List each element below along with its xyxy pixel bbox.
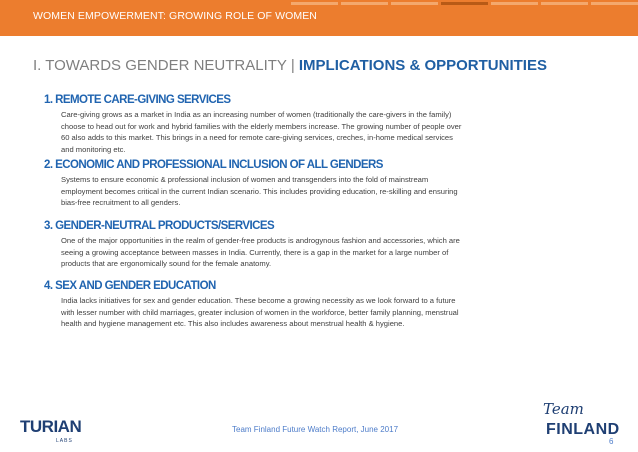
page-title-part1: I. TOWARDS GENDER NEUTRALITY | <box>33 57 299 74</box>
finland-logo-script: Team <box>543 400 584 418</box>
section-body: Systems to ensure economic & professional inclusion of women and transgenders into the fold of mainstream employment becomes critical in the current Indian scenario. This includes providing education, re-skilling and ensuring bias-free recruitment to all genders. <box>61 175 458 208</box>
section-body: India lacks initiatives for sex and gender education. These become a growing necessity as we look forward to a future with lesser number with child marriages, greater inclusion of women in the workforce, better family planning, menstrual health and hygiene management etc. This also includes awareness about menstrual health & hygiene. <box>61 296 459 329</box>
page-title-part2: IMPLICATIONS & OPPORTUNITIES <box>298 57 547 74</box>
section-title: 4. SEX AND GENDER EDUCATION <box>44 280 216 292</box>
turian-logo-text: TURIAN <box>20 417 82 436</box>
progress-segment-active <box>441 2 488 5</box>
progress-segment <box>341 2 388 5</box>
header-title: WOMEN EMPOWERMENT: GROWING ROLE OF WOMEN <box>33 10 317 22</box>
section-gender-neutral-products <box>44 219 464 270</box>
progress-segment <box>541 2 588 5</box>
section-body: Care-giving grows as a market in India as an increasing number of women (traditionally the care-givers in the family) choose to head out for work and hybrid families with the elderly members increase. The growing number of people over 60 also adds to this market. This brings in a need for remote care-giving services, creches, in-home medical services and monitoring etc. <box>61 110 462 154</box>
section-sex-education <box>44 279 464 330</box>
footer-text: Team Finland Future Watch Report, June 2017 <box>232 425 399 434</box>
section-progress <box>291 2 638 5</box>
header-bar <box>0 0 638 36</box>
section-body: One of the major opportunities in the realm of gender-free products is androgynous fashion and accessories, which are seeing a growing acceptance between masses in India. Currently, there is a gap in the market for a large number of products that are ergonomically sound for the female anatomy. <box>61 236 460 269</box>
progress-segment <box>491 2 538 5</box>
progress-segment <box>291 2 338 5</box>
finland-logo-text: FINLAND <box>546 421 620 438</box>
section-title: 2. ECONOMIC AND PROFESSIONAL INCLUSION OF ALL GENDERS <box>44 159 383 171</box>
section-inclusion <box>44 158 464 209</box>
progress-segment <box>391 2 438 5</box>
turian-logo-sub: LABS <box>56 438 73 444</box>
section-remote-care <box>44 93 464 155</box>
page-title <box>33 57 547 74</box>
page-number: 6 <box>609 437 614 446</box>
section-title: 1. REMOTE CARE-GIVING SERVICES <box>44 94 231 106</box>
turian-labs-logo <box>18 413 94 445</box>
progress-segment <box>591 2 638 5</box>
section-title: 3. GENDER-NEUTRAL PRODUCTS/SERVICES <box>44 220 275 232</box>
team-finland-logo <box>541 398 625 440</box>
